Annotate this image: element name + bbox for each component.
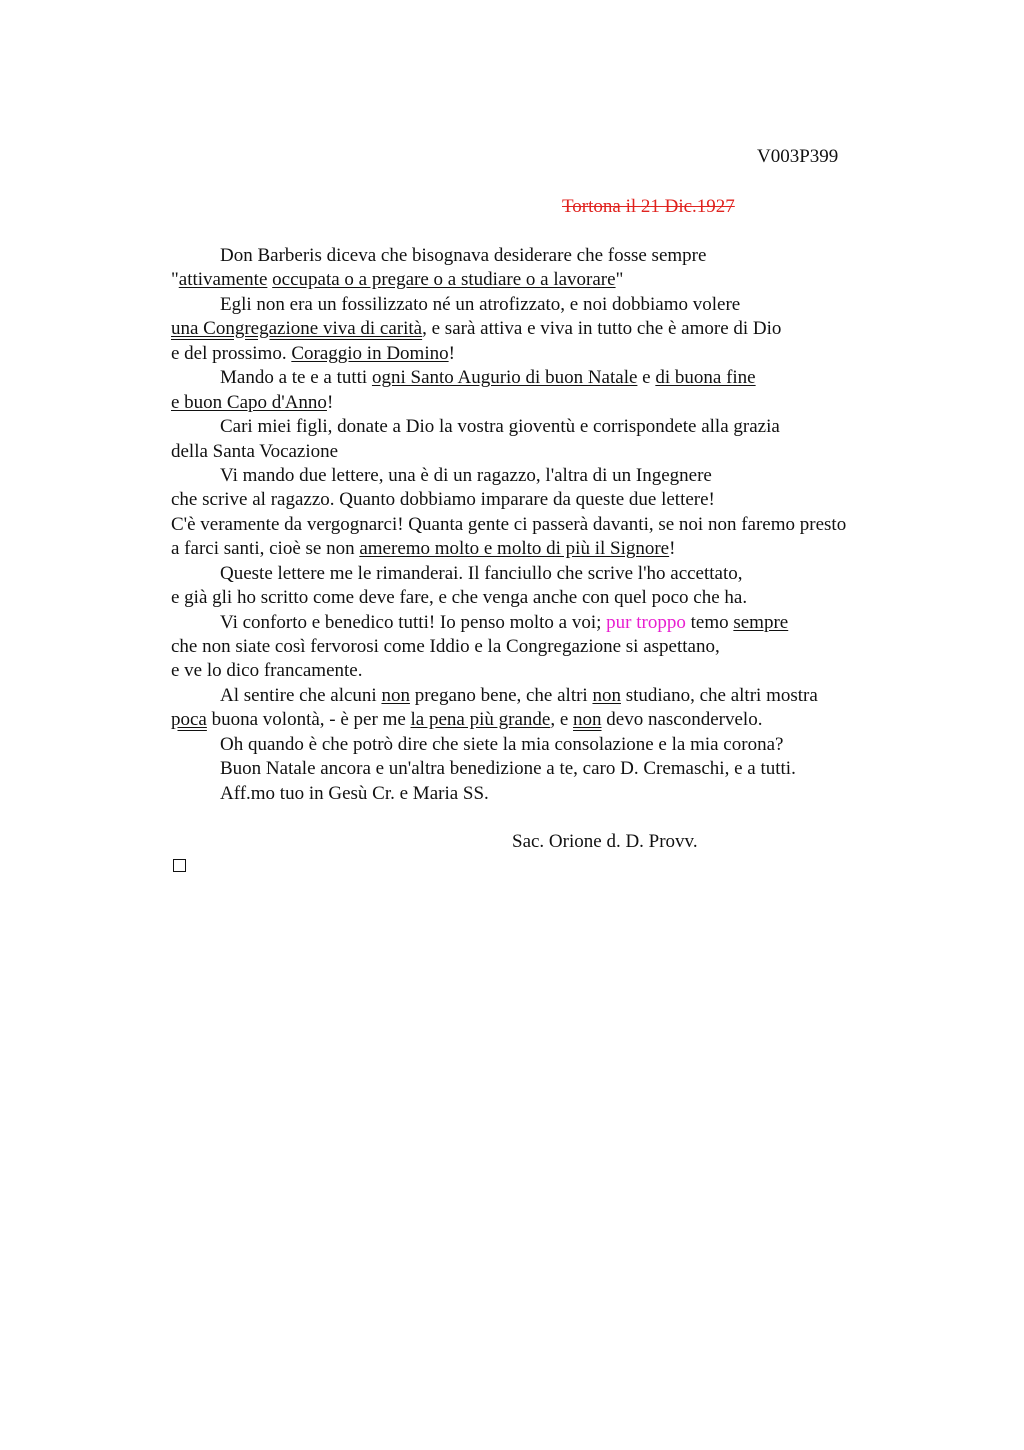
text-run: Oh quando è che potrò dire che siete la mia consolazione e la mia corona? xyxy=(220,733,784,755)
text-run: ! xyxy=(448,342,455,364)
body-line xyxy=(171,488,931,512)
text-run: C'è veramente da vergognarci! Quanta gente ci passerà davanti, se noi non faremo presto xyxy=(171,513,847,535)
text-run: Mando a te e a tutti xyxy=(220,367,372,389)
underlined-text: attivamente xyxy=(178,269,268,291)
double-underlined-text: poca xyxy=(171,709,207,731)
text-run: " xyxy=(171,269,179,291)
body-line xyxy=(171,537,931,561)
text-run: a farci santi, cioè se non xyxy=(171,538,360,560)
body-line xyxy=(171,782,931,806)
body-line xyxy=(171,317,931,341)
body-line xyxy=(171,708,931,732)
text-run: e ve lo dico francamente. xyxy=(171,660,363,682)
text-run: pregano bene, che altri xyxy=(409,684,593,706)
dateline-strikethrough: Tortona il 21 Dic.1927 xyxy=(562,196,735,217)
body-line xyxy=(171,757,931,781)
text-run: buona volontà, - è per me xyxy=(206,709,411,731)
body-line xyxy=(171,611,931,635)
underlined-text: la pena più grande xyxy=(410,709,551,731)
body-line xyxy=(171,415,931,439)
body-line xyxy=(171,440,931,464)
body-line xyxy=(171,342,931,366)
body-line xyxy=(171,733,931,757)
text-run: studiano, che altri mostra xyxy=(620,684,818,706)
body-line xyxy=(171,562,931,586)
underlined-text: sempre xyxy=(733,611,789,633)
text-run: Aff.mo tuo in Gesù Cr. e Maria SS. xyxy=(220,782,489,804)
double-underlined-text: una Congregazione viva di carità xyxy=(171,318,423,340)
text-run: Vi mando due lettere, una è di un ragazzo, l'altra di un Ingegnere xyxy=(220,464,712,486)
text-run: ! xyxy=(669,538,676,560)
body-line xyxy=(171,586,931,610)
text-run: e già gli ho scritto come deve fare, e che venga anche con quel poco che ha. xyxy=(171,587,748,609)
underlined-text: non xyxy=(592,684,621,706)
signature: Sac. Orione d. D. Provv. xyxy=(512,831,698,852)
letter-body xyxy=(171,244,931,806)
body-line xyxy=(171,244,931,268)
body-line xyxy=(171,635,931,659)
underlined-text: non xyxy=(381,684,410,706)
underlined-text: ameremo molto e molto di più il Signore xyxy=(359,538,670,560)
text-run: Al sentire che alcuni xyxy=(220,684,382,706)
text-run: Queste lettere me le rimanderai. Il fanciullo che scrive l'ho accettato, xyxy=(220,562,743,584)
text-run: che non siate così fervorosi come Iddio e la Congregazione si aspettano, xyxy=(171,636,720,657)
body-line xyxy=(171,268,931,292)
body-line xyxy=(171,684,931,708)
text-run: e del prossimo. xyxy=(171,342,292,364)
body-line xyxy=(171,293,931,317)
text-run: Vi conforto e benedico tutti! Io penso molto a voi; xyxy=(220,611,607,633)
end-box-symbol xyxy=(173,859,186,872)
underlined-text: ogni Santo Augurio di buon Natale xyxy=(371,367,638,389)
highlighted-text: pur troppo xyxy=(606,611,686,633)
underlined-text: Coraggio in Domino xyxy=(291,342,449,364)
text-run: che scrive al ragazzo. Quanto dobbiamo imparare da queste due lettere! xyxy=(171,489,715,511)
body-line xyxy=(171,659,931,683)
text-run: Don Barberis diceva che bisognava desiderare che fosse sempre xyxy=(220,245,707,266)
text-run: Buon Natale ancora e un'altra benedizione a te, caro D. Cremaschi, e a tutti. xyxy=(220,758,796,780)
body-line xyxy=(171,464,931,488)
text-run: " xyxy=(615,269,624,291)
body-line xyxy=(171,513,931,537)
underlined-text: occupata o a pregare o a studiare o a lavorare xyxy=(272,269,616,291)
double-underlined-text: non xyxy=(573,709,602,731)
text-run: , e xyxy=(550,709,574,731)
text-run: Egli non era un fossilizzato né un atrofizzato, e noi dobbiamo volere xyxy=(220,293,741,315)
text-run: della Santa Vocazione xyxy=(171,440,339,462)
document-reference: V003P399 xyxy=(757,146,839,167)
text-run: ! xyxy=(326,391,334,413)
text-run: Cari miei figli, donate a Dio la vostra gioventù e corrispondete alla grazia xyxy=(220,416,780,438)
text-run: e xyxy=(637,367,656,389)
text-run: , e sarà attiva e viva in tutto che è amore di Dio xyxy=(422,318,782,340)
body-line xyxy=(171,391,931,415)
underlined-text: di buona fine xyxy=(655,367,756,389)
text-run: devo nascondervelo. xyxy=(601,709,763,731)
underlined-text: e buon Capo d'Anno xyxy=(171,391,327,413)
body-line xyxy=(171,366,931,390)
text-run: temo xyxy=(685,611,734,633)
